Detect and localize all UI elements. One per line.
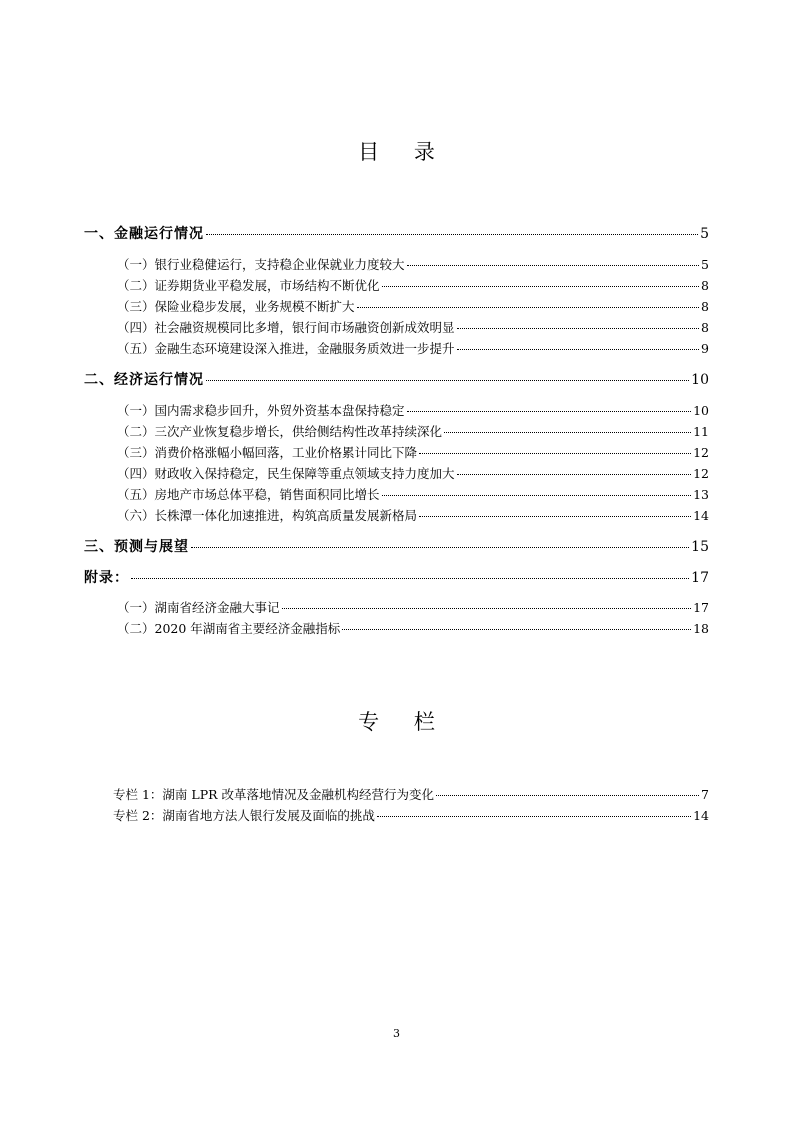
toc-title: 目 录	[358, 140, 449, 164]
toc-entry-label: （三）保险业稳步发展，业务规模不断扩大	[117, 299, 355, 314]
toc-entry-label: （二）证券期货业平稳发展，市场结构不断优化	[117, 278, 380, 293]
toc-entry-label: （二）三次产业恢复稳步增长，供给侧结构性改革持续深化	[117, 424, 443, 439]
toc-entry-outlook[interactable]	[84, 536, 709, 556]
toc-entry-page: 11	[693, 424, 709, 439]
toc-entry-page: 13	[693, 487, 709, 502]
dot-leader	[457, 349, 700, 350]
dot-leader	[206, 234, 698, 235]
toc-entry-label: （一）银行业稳健运行，支持稳企业保就业力度较大	[117, 257, 405, 272]
dot-leader	[457, 474, 692, 475]
toc-entry-page: 14	[693, 508, 709, 523]
column-entry-label: 专栏 2：湖南省地方法人银行发展及面临的挑战	[113, 808, 375, 823]
dot-leader	[436, 795, 699, 796]
column-entry-page: 14	[693, 808, 709, 823]
toc-entry-page: 5	[700, 226, 709, 242]
toc-entry-page: 12	[693, 466, 709, 481]
toc-entry-page: 17	[693, 600, 709, 615]
columns-title: 专 栏	[358, 710, 449, 734]
dot-leader	[342, 629, 691, 630]
dot-leader	[444, 432, 691, 433]
dot-leader	[357, 307, 700, 308]
toc-entry-domestic-demand[interactable]	[117, 401, 709, 419]
toc-entry-page: 12	[693, 445, 709, 460]
toc-entry-label: （一）湖南省经济金融大事记	[117, 600, 280, 615]
toc-entry-industries[interactable]	[117, 422, 709, 440]
toc-entry-label: （三）消费价格涨幅小幅回落，工业价格累计同比下降	[117, 445, 418, 460]
toc-entry-page: 8	[701, 278, 709, 293]
toc-entry-label: （五）房地产市场总体平稳，销售面积同比增长	[117, 487, 380, 502]
toc-entry-finance[interactable]	[84, 223, 709, 243]
toc-entry-indicators[interactable]	[117, 619, 709, 637]
toc-entry-prices[interactable]	[117, 443, 709, 461]
dot-leader	[419, 453, 691, 454]
toc-entry-chronicle[interactable]	[117, 598, 709, 616]
toc-entry-social-financing[interactable]	[117, 318, 709, 336]
dot-leader	[382, 286, 700, 287]
dot-leader	[206, 380, 689, 381]
toc-entry-label: （五）金融生态环境建设深入推进，金融服务质效进一步提升	[117, 341, 455, 356]
toc-entry-fiscal[interactable]	[117, 464, 709, 482]
toc-entry-real-estate[interactable]	[117, 485, 709, 503]
toc-entry-page: 8	[701, 299, 709, 314]
column-entry-label: 专栏 1：湖南 LPR 改革落地情况及金融机构经营行为变化	[113, 787, 434, 802]
toc-entry-label: （四）财政收入保持稳定，民生保障等重点领域支持力度加大	[117, 466, 455, 481]
column-entry-page: 7	[701, 787, 709, 802]
toc-entry-label: （一）国内需求稳步回升，外贸外资基本盘保持稳定	[117, 403, 405, 418]
toc-entry-economy[interactable]	[84, 369, 709, 389]
page-number: 3	[393, 1027, 400, 1040]
toc-entry-label: （二）2020 年湖南省主要经济金融指标	[117, 621, 341, 636]
toc-entry-label: （四）社会融资规模同比多增，银行间市场融资创新成效明显	[117, 320, 455, 335]
toc-entry-page: 10	[693, 403, 709, 418]
dot-leader	[131, 578, 689, 579]
toc-entry-changzhutan[interactable]	[117, 506, 709, 524]
toc-entry-label: 三、预测与展望	[84, 539, 189, 555]
toc-entry-page: 10	[691, 372, 709, 388]
toc-entry-page: 9	[701, 341, 709, 356]
toc-entry-label: 附录：	[84, 570, 129, 586]
toc-entry-page: 18	[693, 621, 709, 636]
toc-entry-page: 15	[691, 539, 709, 555]
toc-entry-page: 17	[691, 570, 709, 586]
dot-leader	[382, 495, 692, 496]
toc-entry-label: 一、金融运行情况	[84, 226, 204, 242]
column-entry-lpr[interactable]	[113, 785, 709, 803]
dot-leader	[282, 608, 692, 609]
toc-entry-appendix[interactable]	[84, 567, 709, 587]
toc-entry-label: 二、经济运行情况	[84, 372, 204, 388]
dot-leader	[191, 547, 689, 548]
toc-entry-securities[interactable]	[117, 276, 709, 294]
dot-leader	[457, 328, 700, 329]
toc-entry-page: 5	[701, 257, 709, 272]
dot-leader	[407, 411, 692, 412]
dot-leader	[419, 516, 691, 517]
column-entry-local-banks[interactable]	[113, 806, 709, 824]
dot-leader	[377, 816, 691, 817]
toc-entry-page: 8	[701, 320, 709, 335]
toc-entry-financial-ecology[interactable]	[117, 339, 709, 357]
toc-entry-insurance[interactable]	[117, 297, 709, 315]
toc-entry-banking[interactable]	[117, 255, 709, 273]
dot-leader	[407, 265, 700, 266]
toc-entry-label: （六）长株潭一体化加速推进，构筑高质量发展新格局	[117, 508, 418, 523]
